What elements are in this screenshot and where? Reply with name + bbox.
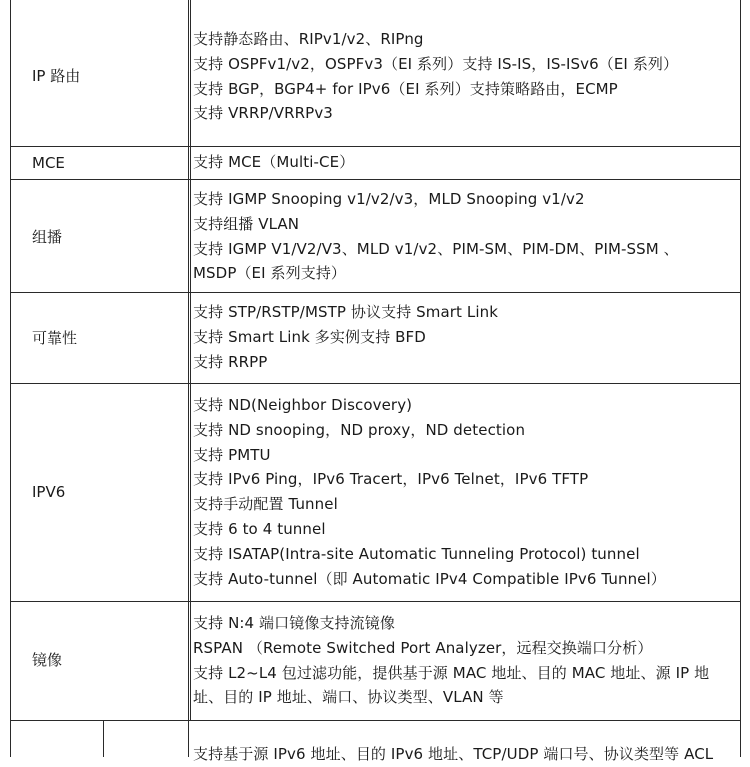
description-line: 支持基于源 IPv6 地址、目的 IPv6 地址、TCP/UDP 端口号、协议类型等 ACL (193, 745, 714, 763)
row-description-ipv6 (193, 393, 666, 591)
description-line: 支持 IGMP V1/V2/V3、MLD v1/v2、PIM-SM、PIM-DM、PIM-SSM 、 (193, 239, 679, 258)
description-line: 支持 Smart Link 多实例支持 BFD (193, 327, 426, 346)
column-divider (188, 0, 189, 757)
description-line: 支持 ND(Neighbor Discovery) (193, 396, 413, 414)
row-description-ip-routing (193, 27, 678, 126)
description-line: MSDP（EI 系列支持） (193, 264, 347, 283)
row-divider (10, 720, 741, 721)
description-line: 支持 OSPFv1/v2，OSPFv3（EI 系列）支持 IS-IS，IS-ISv6（EI 系列） (193, 54, 679, 73)
row-divider (10, 146, 741, 147)
row-description-reliability (193, 300, 498, 374)
description-line: 支持组播 VLAN (193, 214, 300, 233)
description-line: 址、目的 IP 地址、端口、协议类型、VLAN 等 (193, 688, 504, 707)
description-line: 支持手动配置 Tunnel (193, 495, 338, 514)
description-line: 支持 N:4 端口镜像支持流镜像 (193, 614, 395, 632)
table-left-border (10, 0, 11, 757)
row-divider (10, 601, 741, 602)
row-label-multicast: 组播 (32, 228, 63, 246)
description-line: 支持 ND snooping，ND proxy，ND detection (193, 420, 526, 439)
row-label-mce: MCE (32, 154, 65, 172)
description-line: 支持 L2~L4 包过滤功能，提供基于源 MAC 地址、目的 MAC 地址、源 IP 地 (193, 663, 710, 682)
description-line: 支持 MCE（Multi-CE） (193, 153, 355, 171)
row-description-mirroring (193, 611, 709, 710)
description-line: 支持 ISATAP(Intra-site Automatic Tunneling Protocol) tunnel (193, 544, 640, 563)
description-line: 支持 PMTU (193, 445, 271, 464)
description-line: 支持 RRPP (193, 352, 268, 371)
row-divider (10, 383, 741, 384)
row-description-acl (193, 742, 713, 767)
description-line: 支持 BGP，BGP4+ for IPv6（EI 系列）支持策略路由，ECMP (193, 79, 618, 98)
row-label-ip-routing: IP 路由 (32, 67, 81, 85)
row-label-ipv6: IPV6 (32, 483, 66, 501)
row-label-mirroring: 镜像 (32, 651, 63, 669)
description-line: 支持静态路由、RIPv1/v2、RIPng (193, 30, 424, 48)
description-line: 支持 IPv6 Ping，IPv6 Tracert，IPv6 Telnet，IPv6 TFTP (193, 470, 589, 489)
description-line: 支持 IGMP Snooping v1/v2/v3，MLD Snooping v1/v2 (193, 190, 585, 208)
column-divider-secondary (190, 0, 191, 720)
table-right-border (740, 0, 741, 757)
row-description-multicast (193, 187, 679, 286)
row-divider (10, 292, 741, 293)
description-line: 支持 6 to 4 tunnel (193, 519, 326, 538)
description-line: 支持 Auto-tunnel（即 Automatic IPv4 Compatible IPv6 Tunnel） (193, 569, 666, 588)
sub-column-divider (103, 720, 104, 757)
row-divider (10, 179, 741, 180)
row-description-mce (193, 150, 354, 175)
description-line: RSPAN （Remote Switched Port Analyzer，远程交换端口分析） (193, 638, 653, 657)
description-line: 支持 STP/RSTP/MSTP 协议支持 Smart Link (193, 303, 499, 321)
row-label-reliability: 可靠性 (32, 329, 78, 347)
description-line: 支持 VRRP/VRRPv3 (193, 104, 333, 123)
